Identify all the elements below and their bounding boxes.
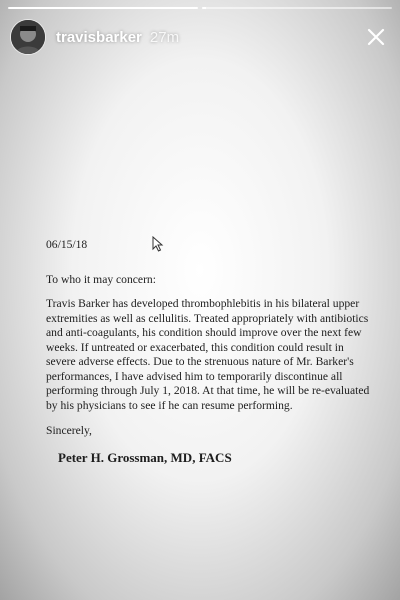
avatar[interactable] bbox=[10, 19, 46, 55]
story-header bbox=[10, 18, 390, 56]
close-button[interactable] bbox=[362, 23, 390, 51]
close-icon bbox=[367, 28, 385, 46]
progress-segment-1 bbox=[8, 7, 198, 9]
avatar-photo-icon bbox=[11, 20, 45, 54]
progress-segment-2 bbox=[202, 7, 392, 9]
doctor-letter bbox=[46, 238, 376, 465]
letter-closing: Sincerely, bbox=[46, 424, 92, 437]
letter-salutation: To who it may concern: bbox=[46, 272, 156, 286]
letter-date: 06/15/18 bbox=[46, 238, 88, 251]
letter-body: Travis Barker has developed thrombophlebitis in his bilateral upper extremities as well as cellulitis. Treated appropriately with antibiotics and anti-coagulants, his condition should improve over the next few weeks. If untreated or exacerbated, this condition could result in severe adverse effects. Due to the strenuous nature of Mr. Barker's performances, I have advised him to temporarily discontinue all performing through July 1, 2018. At that time, he will be re-evaluated by his physicians to see if he can resume performing. bbox=[46, 297, 370, 412]
story-timestamp: 27m bbox=[149, 28, 180, 46]
story-progress-bar bbox=[8, 7, 392, 9]
letter-signature: Peter H. Grossman, MD, FACS bbox=[58, 449, 232, 465]
username[interactable]: travisbarker bbox=[56, 28, 142, 46]
